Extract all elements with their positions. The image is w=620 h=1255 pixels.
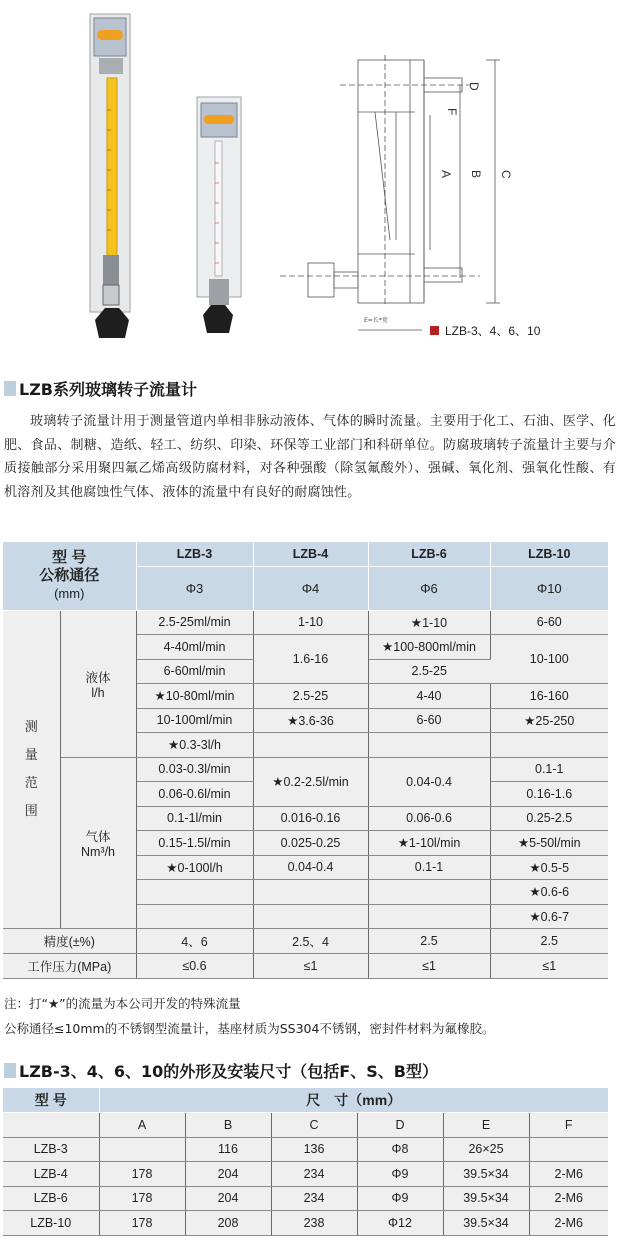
flowmeter-lzb4-image <box>85 10 145 350</box>
diameter-header: Φ3 <box>136 566 253 610</box>
section-heading-dimensions <box>4 1059 438 1082</box>
table-cell: 10-100 <box>490 635 608 684</box>
table-cell: 0.16-1.6 <box>490 782 608 807</box>
table-cell: 39.5×34 <box>443 1211 529 1236</box>
diagram-legend <box>430 322 540 339</box>
model-cell: LZB-6 <box>3 1186 99 1211</box>
table-cell: 0.025-0.25 <box>253 831 368 856</box>
model-header: LZB-4 <box>253 542 368 566</box>
svg-text:D: D <box>467 82 481 91</box>
dimensions-table <box>3 1088 608 1236</box>
table-cell: 2-M6 <box>529 1211 608 1236</box>
table-cell: ★0.5-5 <box>490 855 608 880</box>
table-cell: 0.016-0.16 <box>253 806 368 831</box>
table-cell: 6-60ml/min <box>136 659 253 684</box>
heading-marker-icon <box>4 381 16 396</box>
table-cell <box>253 904 368 929</box>
table-cell: ★0.2-2.5l/min <box>253 757 368 806</box>
table-cell <box>529 1137 608 1162</box>
table-cell: 4-40ml/min <box>136 635 253 660</box>
diameter-header: Φ4 <box>253 566 368 610</box>
table-cell: 6-60 <box>368 708 490 733</box>
table-cell: ★25-250 <box>490 708 608 733</box>
table-cell: ★0.6-6 <box>490 880 608 905</box>
table-row <box>3 1162 608 1187</box>
dimension-header: D <box>357 1113 443 1138</box>
model-cell: LZB-3 <box>3 1137 99 1162</box>
section-title: LZB系列玻璃转子流量计 <box>19 380 197 399</box>
table-cell: 0.06-0.6 <box>368 806 490 831</box>
table-cell: 1-10 <box>253 610 368 635</box>
header-label-cell: 型 号 公称通径 (mm) <box>3 542 136 610</box>
table-cell <box>136 904 253 929</box>
dimension-header: C <box>271 1113 357 1138</box>
range-label-cell: 测 量 范 围 <box>3 610 60 929</box>
section-title: LZB-3、4、6、10的外形及安装尺寸（包括F、S、B型） <box>19 1062 438 1081</box>
table-cell: 234 <box>271 1162 357 1187</box>
diameter-header: Φ10 <box>490 566 608 610</box>
dimension-header: B <box>185 1113 271 1138</box>
table-cell: 0.1-1l/min <box>136 806 253 831</box>
legend-text: LZB-3、4、6、10 <box>445 324 541 338</box>
table-cell: Φ8 <box>357 1137 443 1162</box>
note-material: 公称通径≤10mm的不锈钢型流量计，基座材质为SS304不锈钢，密封件材料为氟橡胶。 <box>4 1021 495 1036</box>
table-cell: 4、6 <box>136 929 253 954</box>
table-cell: 2.5-25 <box>368 659 490 684</box>
table-cell: 4-40 <box>368 684 490 709</box>
svg-text:C: C <box>499 170 513 179</box>
heading-marker-icon <box>4 1063 16 1078</box>
table-cell: 178 <box>99 1186 185 1211</box>
section-heading-series <box>4 377 197 400</box>
dimension-diagram <box>280 50 560 324</box>
table-cell: 2.5 <box>490 929 608 954</box>
flowmeter-lzb3-image <box>193 93 253 343</box>
table-cell: 2-M6 <box>529 1186 608 1211</box>
dimension-header: F <box>529 1113 608 1138</box>
table-cell: 2.5-25ml/min <box>136 610 253 635</box>
table-cell: 208 <box>185 1211 271 1236</box>
table-cell <box>99 1137 185 1162</box>
table-cell: 204 <box>185 1186 271 1211</box>
table-cell <box>368 880 490 905</box>
table-cell: 2.5、4 <box>253 929 368 954</box>
table-cell: 204 <box>185 1162 271 1187</box>
table-cell: 0.1-1 <box>368 855 490 880</box>
e-dimension-label: E=长*宽 <box>364 317 388 324</box>
dimension-header: E <box>443 1113 529 1138</box>
table-cell: ≤1 <box>368 954 490 979</box>
table-cell: 136 <box>271 1137 357 1162</box>
table-row <box>3 1211 608 1236</box>
table-cell <box>253 733 368 758</box>
size-column-header: 尺 寸（mm） <box>99 1088 608 1113</box>
table-cell: 0.06-0.6l/min <box>136 782 253 807</box>
table-cell: 116 <box>185 1137 271 1162</box>
dimension-header: A <box>99 1113 185 1138</box>
table-cell: 26×25 <box>443 1137 529 1162</box>
table-cell: Φ9 <box>357 1186 443 1211</box>
table-cell: Φ9 <box>357 1162 443 1187</box>
table-cell: ★5-50l/min <box>490 831 608 856</box>
table-cell: ★100-800ml/min <box>368 635 490 660</box>
table-cell: 178 <box>99 1211 185 1236</box>
table-cell: 238 <box>271 1211 357 1236</box>
table-cell: 39.5×34 <box>443 1186 529 1211</box>
gas-label-cell: 气体 Nm³/h <box>60 757 136 929</box>
table-cell: ≤1 <box>253 954 368 979</box>
table-cell: 2.5 <box>368 929 490 954</box>
svg-text:F: F <box>445 108 459 116</box>
red-square-icon <box>430 326 439 335</box>
table-cell: Φ12 <box>357 1211 443 1236</box>
liquid-label-cell: 液体 l/h <box>60 610 136 757</box>
diameter-header: Φ6 <box>368 566 490 610</box>
table-cell: ★1-10 <box>368 610 490 635</box>
table-cell: 0.04-0.4 <box>368 757 490 806</box>
table-cell: 2.5-25 <box>253 684 368 709</box>
table-row <box>3 1186 608 1211</box>
intro-paragraph: 玻璃转子流量计用于测量管道内单相非脉动液体、气体的瞬时流量。主要用于化工、石油、医学、化肥、食品、制糖、造纸、轻工、纺织、印染、环保等工业部门和科研单位。防腐玻璃转子流量计主要与介质接触部分采用聚四氟乙烯高级防腐材料，对各种强酸（除氢氟酸外）、强碱、氧化剂、强氧化性酸、有机溶剂及其他腐蚀性气体、液体的流量中有良好的耐腐蚀性。 <box>4 414 616 500</box>
table-cell: ★3.6-36 <box>253 708 368 733</box>
table-row <box>3 1137 608 1162</box>
table-cell: 0.03-0.3l/min <box>136 757 253 782</box>
table-cell: 178 <box>99 1162 185 1187</box>
table-cell: ≤0.6 <box>136 954 253 979</box>
table-cell <box>368 904 490 929</box>
product-images <box>0 0 620 360</box>
model-cell: LZB-4 <box>3 1162 99 1187</box>
table-cell <box>3 1113 99 1138</box>
svg-text:A: A <box>439 170 453 179</box>
table-cell: 0.1-1 <box>490 757 608 782</box>
table-cell: ★1-10l/min <box>368 831 490 856</box>
spec-table <box>3 542 608 979</box>
table-cell: 1.6-16 <box>253 635 368 684</box>
table-cell <box>253 880 368 905</box>
table-cell: ★0.6-7 <box>490 904 608 929</box>
table-cell: 16-160 <box>490 684 608 709</box>
note-special-flow: 注：打“★”的流量为本公司开发的特殊流量 <box>4 996 241 1011</box>
pressure-label: 工作压力(MPa) <box>3 954 136 979</box>
table-cell: 39.5×34 <box>443 1162 529 1187</box>
accuracy-label: 精度(±%) <box>3 929 136 954</box>
table-cell: ★0.3-3l/h <box>136 733 253 758</box>
model-header: LZB-6 <box>368 542 490 566</box>
model-header: LZB-10 <box>490 542 608 566</box>
table-cell: 0.15-1.5l/min <box>136 831 253 856</box>
table-cell: ≤1 <box>490 954 608 979</box>
table-cell: ★10-80ml/min <box>136 684 253 709</box>
table-cell: 2-M6 <box>529 1162 608 1187</box>
table-cell: 10-100ml/min <box>136 708 253 733</box>
model-cell: LZB-10 <box>3 1211 99 1236</box>
model-header: LZB-3 <box>136 542 253 566</box>
model-column-header: 型 号 <box>3 1088 99 1113</box>
table-cell <box>368 733 490 758</box>
table-cell: 234 <box>271 1186 357 1211</box>
table-cell <box>136 880 253 905</box>
table-cell: 0.04-0.4 <box>253 855 368 880</box>
svg-text:B: B <box>469 170 483 179</box>
table-cell: 0.25-2.5 <box>490 806 608 831</box>
table-cell: 6-60 <box>490 610 608 635</box>
table-cell: ★0-100l/h <box>136 855 253 880</box>
table-cell <box>490 733 608 758</box>
